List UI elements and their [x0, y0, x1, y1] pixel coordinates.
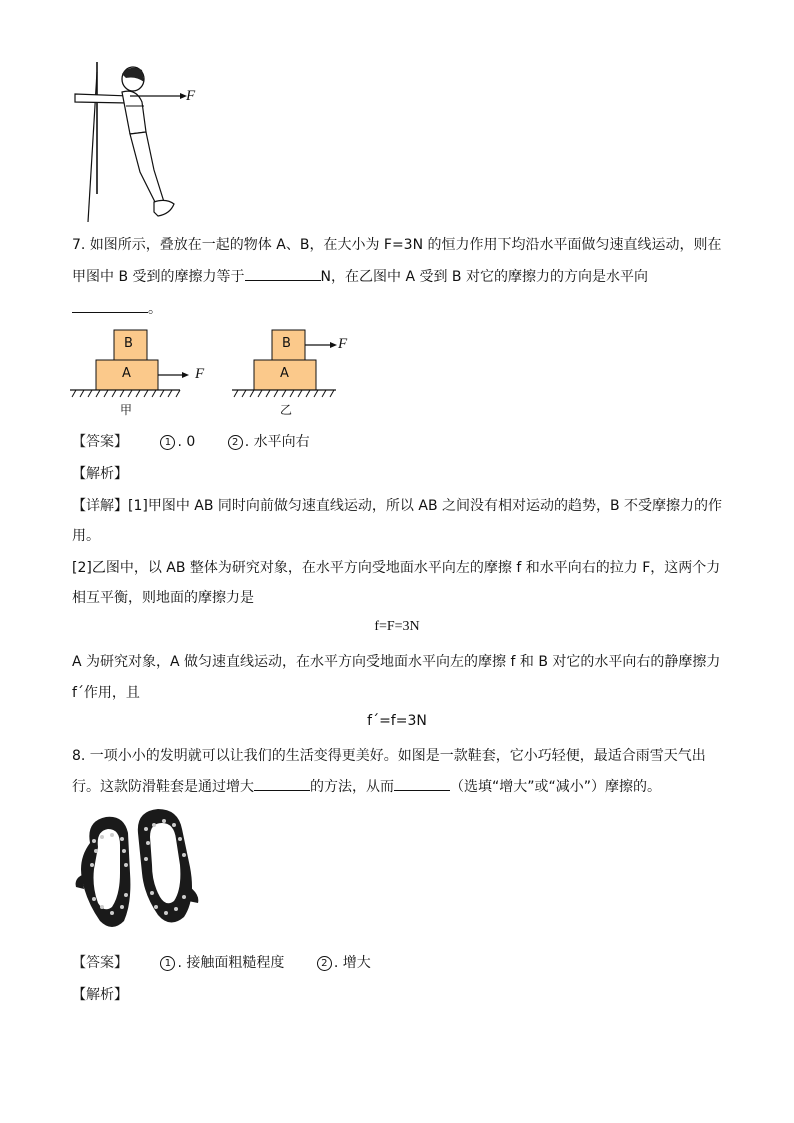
- q7-analysis-tag: 【解析】: [72, 466, 128, 482]
- q7-question-line2: [72, 266, 648, 286]
- q8-blank-1[interactable]: [254, 776, 310, 791]
- jia-block-a-label: A: [122, 366, 131, 381]
- circled-number-1: 1: [160, 956, 175, 971]
- q7-answer-2: 2 . 水平向右: [228, 434, 310, 450]
- q7-detail-3a: A 为研究对象，A 做匀速直线运动，在水平方向受地面水平向左的摩擦 f 和 B 对它的水平向右的静摩擦力: [72, 654, 721, 670]
- q7-detail-1b: 用。: [72, 528, 100, 544]
- q7-answer-tag: 【答案】: [72, 434, 128, 450]
- circled-number-1: 1: [160, 435, 175, 450]
- q7-equation-1: f=F=3N: [374, 619, 420, 634]
- circled-number-2: 2: [228, 435, 243, 450]
- q8-answer-2: 2 . 增大: [317, 955, 371, 971]
- q7-detail-2a: [2]乙图中，以 AB 整体为研究对象，在水平方向受地面水平向左的摩擦 f 和水平向右的拉力 F，这两个力: [72, 560, 721, 576]
- block-figure-yi: [232, 328, 372, 400]
- yi-block-b-label: B: [282, 336, 291, 351]
- q8-line2-part-c: （选填“增大”或“减小”）摩擦的。: [450, 779, 662, 795]
- q8-analysis-tag: 【解析】: [72, 987, 128, 1003]
- q8-blank-2[interactable]: [394, 776, 450, 791]
- q7-answer-row: [72, 431, 310, 451]
- q7-question-line1: 7. 如图所示，叠放在一起的物体 A、B，在大小为 F=3N 的恒力作用下均沿水平面做匀速直线运动，则在: [72, 237, 722, 253]
- q7-line2-part-a: 甲图中 B 受到的摩擦力等于: [72, 269, 245, 285]
- q7-line2-part-b: N，在乙图中 A 受到 B 对它的摩擦力的方向是水平向: [320, 269, 648, 285]
- q8-answer-1: 1 . 接触面粗糙程度: [160, 955, 284, 971]
- q8-question-line2: [72, 776, 661, 796]
- jia-force-label: F: [195, 366, 205, 382]
- q7-blank-2[interactable]: [72, 298, 148, 313]
- q8-line2-part-b: 的方法，从而: [310, 779, 394, 795]
- q7-detail-2b: 相互平衡，则地面的摩擦力是: [72, 590, 254, 606]
- jia-caption: 甲: [120, 403, 133, 417]
- yi-caption: 乙: [280, 403, 293, 417]
- q7-detail-1a: 【详解】[1]甲图中 AB 同时向前做匀速直线运动，所以 AB 之间没有相对运动的趋势，B 不受摩擦力的作: [72, 498, 723, 514]
- shoe-cover-figure: [72, 803, 222, 938]
- q7-blank-1[interactable]: [245, 266, 321, 281]
- q8-line2-part-a: 行。这款防滑鞋套是通过增大: [72, 779, 254, 795]
- q7-line3-end: 。: [148, 301, 162, 317]
- q8-answer-row: [72, 952, 371, 972]
- q7-equation-2: f´=f=3N: [367, 713, 427, 729]
- q8-question-line1: 8. 一项小小的发明就可以让我们的生活变得更美好。如图是一款鞋套，它小巧轻便，最适合雨雪天气出: [72, 748, 706, 764]
- q7-detail-3b: f´作用，且: [72, 685, 140, 701]
- yi-block-a-label: A: [280, 366, 289, 381]
- q8-answer-tag: 【答案】: [72, 955, 128, 971]
- force-label-f: F: [186, 88, 196, 104]
- jia-block-b-label: B: [124, 336, 133, 351]
- q7-answer-1: 1 . 0: [160, 434, 195, 450]
- circled-number-2: 2: [317, 956, 332, 971]
- block-figure-jia: [70, 328, 220, 400]
- q7-question-line3: [72, 298, 162, 318]
- yi-force-label: F: [338, 336, 348, 352]
- pushing-wall-figure: [70, 62, 210, 224]
